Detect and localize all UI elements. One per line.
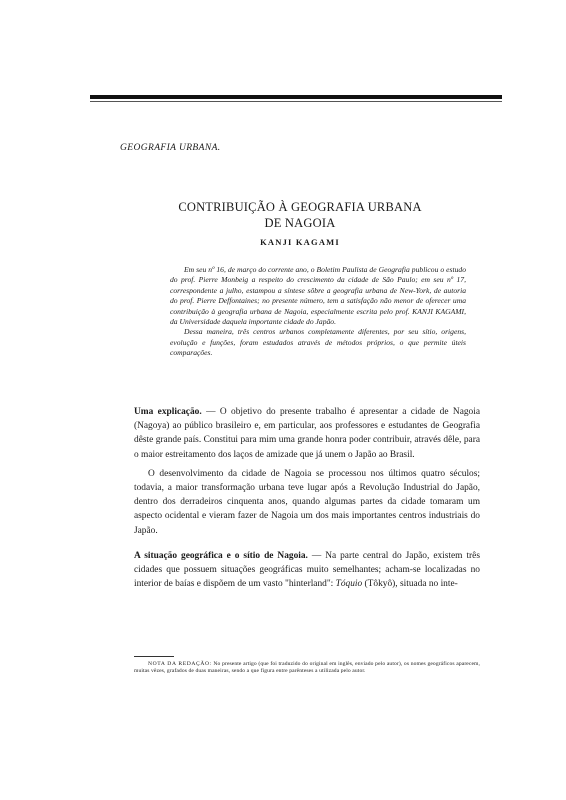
abstract-paragraph-1: Em seu nº 16, de março do corrente ano, o Boletim Paulista de Geografia publicou o estudo do prof. Pierre Monbeig a respeito do crescimento da cidade de São Paulo; em seu nº 17, correspondente a julho, estampou a síntese sôbre a geografia urbana de New-York, de autoria do prof. Pierre Deffontaines; no presente número, tem a satisfação não menor de oferecer uma contribuição à geografia urbana de Nagoia, especialmente escrita pelo prof. KANJI KAGAMI, da Universidade daquela importante cidade do Japão. bbox=[170, 265, 466, 327]
footnote-heading: NOTA DA REDAÇÃO: bbox=[148, 661, 212, 667]
run-in-heading-explicacao: Uma explicação. bbox=[134, 407, 202, 417]
article-body bbox=[134, 405, 480, 596]
editorial-abstract bbox=[170, 265, 466, 359]
top-rule-thin bbox=[90, 101, 502, 102]
body-paragraph-3-text-a: — Na parte central do Japão, existem três cidades que possuem situações geográficas muito semelhantes; acham-se localizadas no interior de baías e dispõem de um vasto "hinterland": bbox=[134, 550, 480, 590]
author-name: KANJI KAGAMI bbox=[260, 237, 340, 247]
editorial-footnote bbox=[134, 661, 480, 676]
body-paragraph-3-tokyo: Tóquio bbox=[335, 579, 363, 590]
title-line-1: CONTRIBUIÇÃO À GEOGRAFIA URBANA bbox=[178, 200, 422, 214]
body-paragraph-2: O desenvolvimento da cidade de Nagoia se processou nos últimos quatro séculos; todavia, a maior transformação urbana teve lugar após a Revolução Industrial do Japão, dentro dos derradeiros cinquenta anos, quando algumas partes da cidade tomaram um aspecto ocidental e vieram fazer de Nagoia um dos mais importantes centros industriais do Japão. bbox=[134, 468, 480, 536]
body-paragraph-1-text: — O objetivo do presente trabalho é apresentar a cidade de Nagoia (Nagoya) ao público brasileiro e, em particular, aos professores e estudantes de Geografia dêste grande país. Constitui para mim uma grande honra poder contribuir, através dêle, para o maior estreitamento dos laços de amizade que já unem o Japão ao Brasil. bbox=[134, 407, 480, 460]
footnote-rule bbox=[134, 656, 174, 657]
abstract-paragraph-2: Dessa maneira, três centros urbanos completamente diferentes, por seu sítio, origens, evolução e funções, foram estudados através de métodos próprios, o que permite úteis comparações. bbox=[170, 327, 466, 358]
body-paragraph-3 bbox=[134, 549, 480, 592]
article-title bbox=[100, 199, 500, 231]
footnote-text: No presente artigo (que foi traduzido do original em inglês, enviado pelo autor), os nomes geográficos aparecem, muitas vêzes, grafados de duas maneiras, sendo a que figura entre parênteses a utilizada pelo autor. bbox=[134, 661, 480, 675]
body-paragraph-3-text-b: (Tôkyô), situada no inte- bbox=[362, 579, 458, 590]
body-paragraph-1 bbox=[134, 405, 480, 462]
footnote-paragraph bbox=[134, 661, 480, 676]
top-rule bbox=[90, 95, 502, 99]
run-in-heading-situacao: A situação geográfica e o sítio de Nagoia. bbox=[134, 550, 308, 561]
section-label: GEOGRAFIA URBANA. bbox=[120, 143, 221, 153]
title-line-2: DE NAGOIA bbox=[264, 216, 336, 230]
